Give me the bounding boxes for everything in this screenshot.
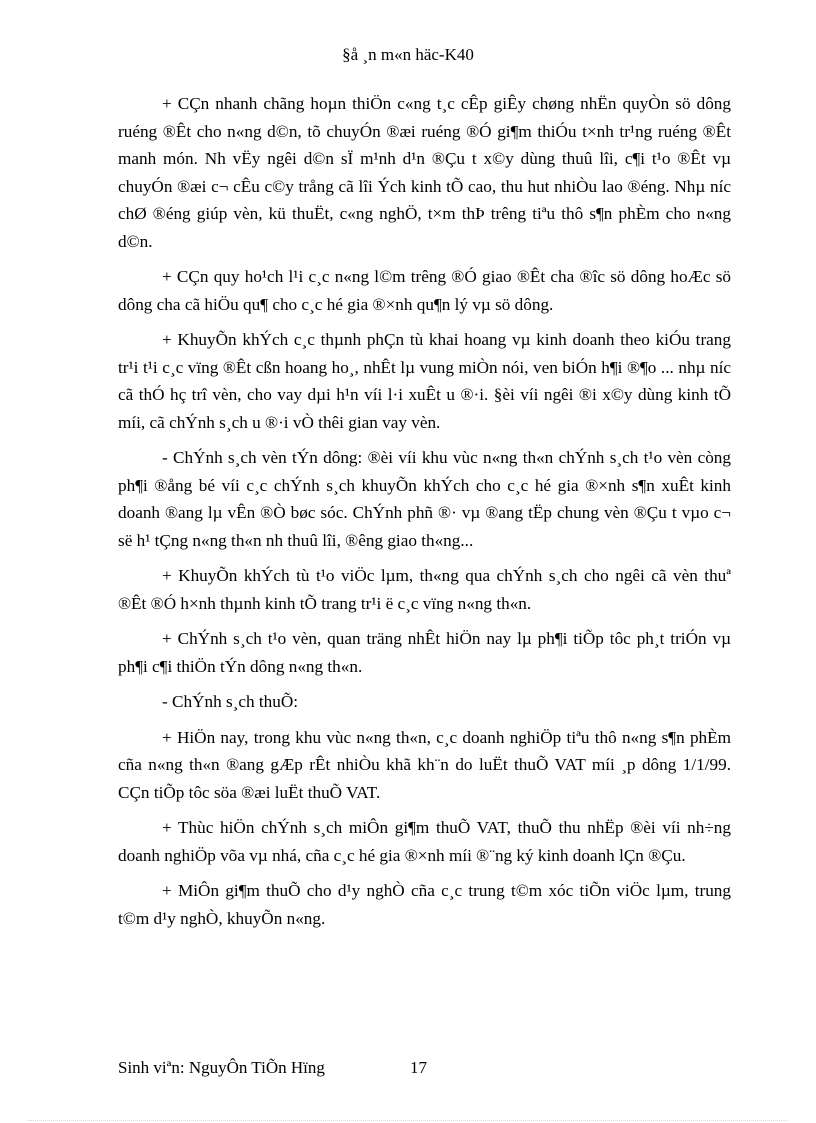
paragraph-tax-exemption: + Thùc hiÖn chÝnh s¸ch miÔn gi¶m thuÕ VAT, thuÕ thu nhËp ®èi víi nh÷ng doanh nghiÖp võa vµ nhá, cña c¸c hé gia ®×nh míi ®¨ng ký kinh doanh lÇn ®Çu. [118, 818, 731, 865]
paragraph-capital-policy: + ChÝnh s¸ch t¹o vèn, quan träng nhÊt hiÖn nay lµ ph¶i tiÕp tôc ph¸t triÓn vµ ph¶i c¶i thiÖn tÝn dông n«ng th«n. [118, 629, 731, 676]
document-body [118, 90, 731, 940]
bottom-divider [28, 1120, 788, 1121]
paragraph-land-certificates: + CÇn nhanh chãng hoµn thiÖn c«ng t¸c cÊp giÊy chøng nhËn quyÒn sö dông ruéng ®Êt cho n«ng d©n, tõ chuyÓn ®æi ruéng ®Ó gi¶m thiÓu t×nh tr¹ng ruéng ®Êt manh món. Nh vËy ngêi d©n sÏ m¹nh d¹n ®Çu t x©y dùng thuû lîi, c¶i t¹o ®Êt vµ chuyÓn ®æi c¬ cÊu c©y trång cã lîi Ých kinh tÕ cao, thu hut nhiÒu lao ®éng. Nhµ níc chØ ®éng giúp vèn, kü thuËt, c«ng nghÖ, t×m thÞ trêng tiªu thô s¶n phÈm cho n«ng d©n. [118, 94, 731, 251]
paragraph-tax-policy-heading: - ChÝnh s¸ch thuÕ: [162, 692, 299, 711]
paragraph-forestry-planning: + CÇn quy ho¹ch l¹i c¸c n«ng l©m trêng ®Ó giao ®Êt cha ®îc sö dông hoÆc sö dông cha cã hiÖu qu¶ cho c¸c hé gia ®×nh qu¶n lý vµ sö dông. [118, 267, 731, 314]
paragraph-credit-policy: - ChÝnh s¸ch vèn tÝn dông: ®èi víi khu vùc n«ng th«n chÝnh s¸ch t¹o vèn còng ph¶i ®ång bé víi c¸c chÝnh s¸ch khuyÕn khÝch cho c¸c hé gia ®×nh s¶n xuÊt kinh doanh ®ang lµ vÊn ®Ò bøc sóc. ChÝnh phñ ®· vµ ®ang tËp chung vèn ®Çu t vµo c¬ së h¹ tÇng n«ng th«n nh thuû lîi, ®êng giao th«ng... [118, 448, 731, 550]
paragraph-self-employment: + KhuyÕn khÝch tù t¹o viÖc lµm, th«ng qua chÝnh s¸ch cho ngêi cã vèn thuª ®Êt ®Ó h×nh thµnh kinh tÕ trang tr¹i ë c¸c vïng n«ng th«n. [118, 566, 731, 613]
page-number: 17 [410, 1058, 427, 1077]
paragraph-vat-law: + HiÖn nay, trong khu vùc n«ng th«n, c¸c doanh nghiÖp tiªu thô n«ng s¶n phÈm cña n«ng th«n ®ang gÆp rÊt nhiÒu khã kh¨n do luËt thuÕ VAT míi ¸p dông 1/1/99. CÇn tiÕp tôc söa ®æi luËt thuÕ VAT. [118, 727, 731, 802]
page-footer [118, 1058, 427, 1078]
paragraph-farm-encouragement: + KhuyÕn khÝch c¸c thµnh phÇn tù khai hoang vµ kinh doanh theo kiÓu trang tr¹i t¹i c¸c vïng ®Êt cßn hoang ho¸, nhÊt lµ vung miÒn nói, ven biÓn h¶i ®¶o ... nhµ níc cã thÓ hç trî vèn, cho vay dµi h¹n víi l·i xuÊt u ®·i. §èi víi ngêi ®i x©y dùng kinh tÕ míi, cã chÝnh s¸ch u ®·i vÒ thêi gian vay vèn. [118, 330, 731, 432]
footer-author: Sinh viªn: NguyÔn TiÕn Hïng [118, 1058, 325, 1077]
paragraph-vocational-tax: + MiÔn gi¶m thuÕ cho d¹y nghÒ cña c¸c trung t©m xóc tiÕn viÖc lµm, trung t©m d¹y nghÒ, khuyÕn n«ng. [118, 881, 731, 928]
page-header: §å ¸n m«n häc-K40 [342, 45, 474, 64]
